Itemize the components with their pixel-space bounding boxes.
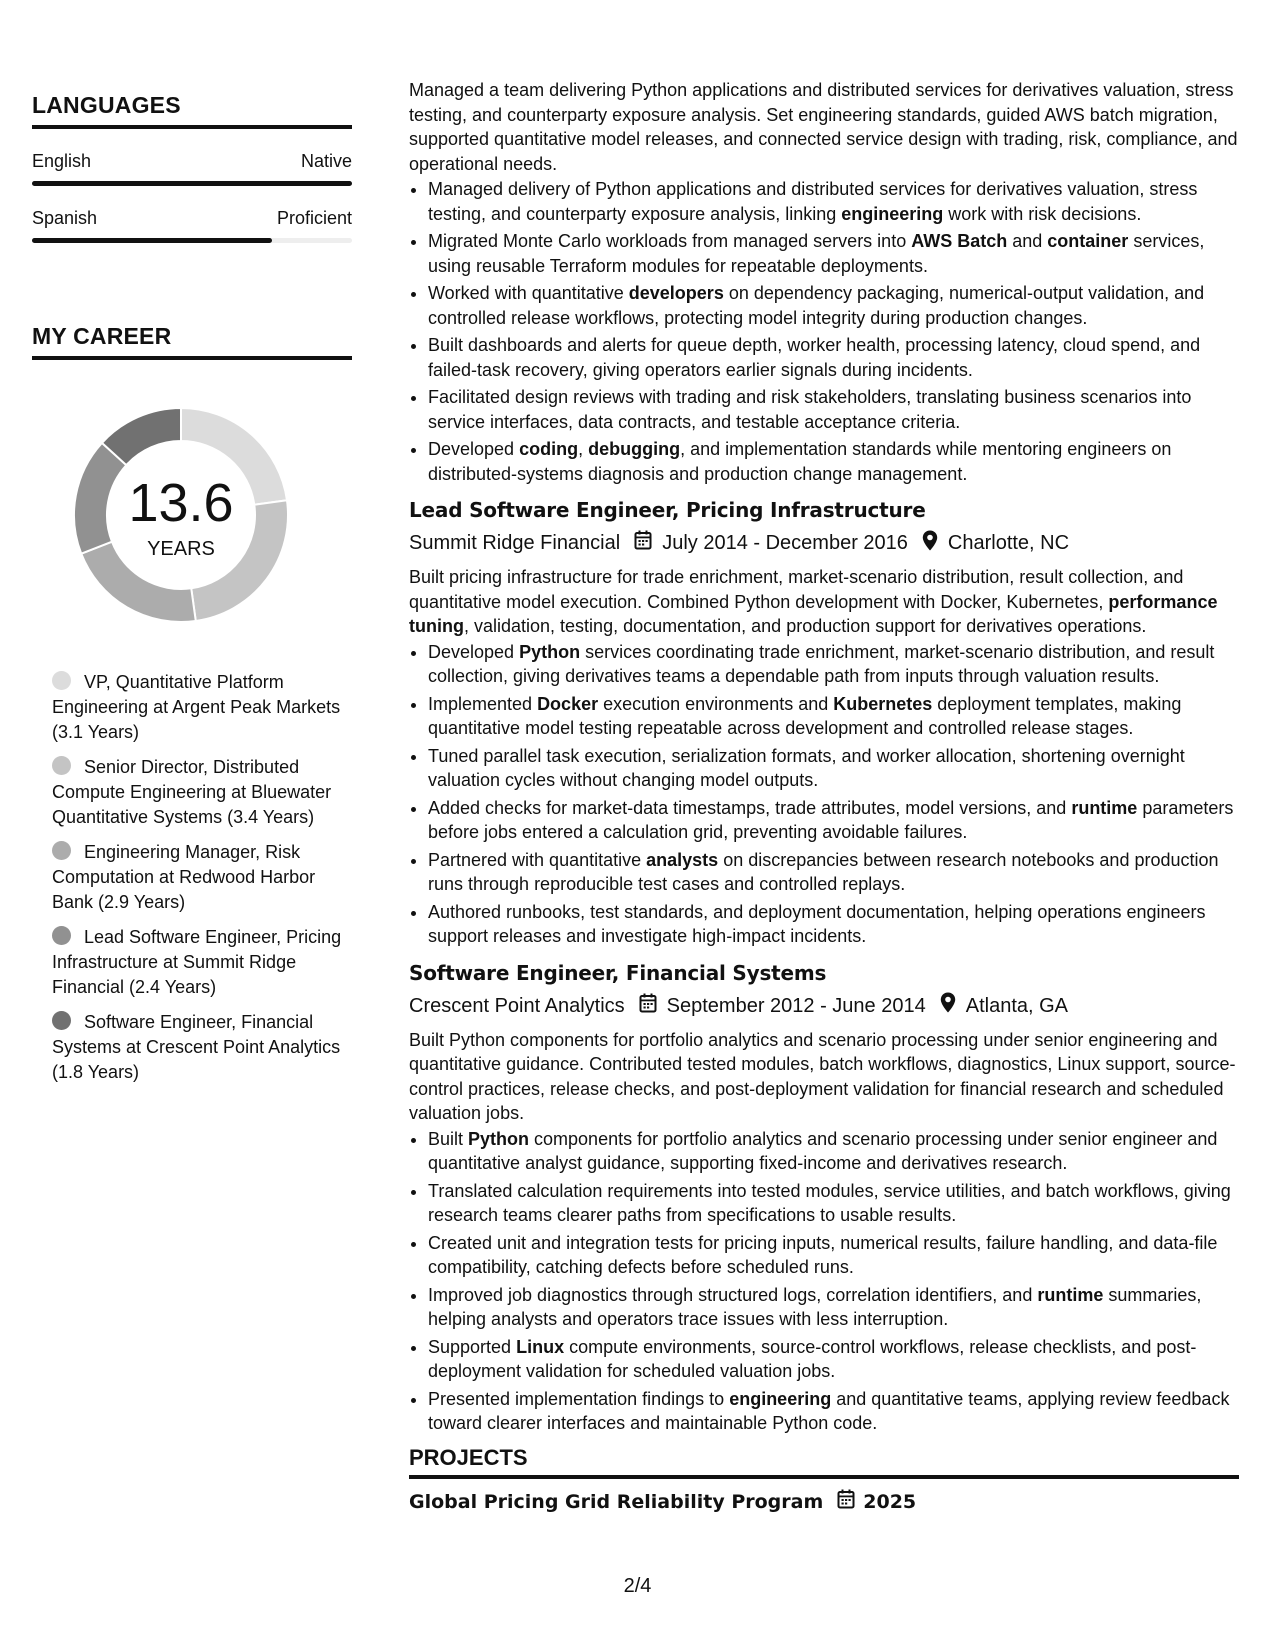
languages-heading: LANGUAGES xyxy=(32,92,352,129)
keyword: engineering xyxy=(729,1388,832,1409)
keyword: Docker xyxy=(537,693,599,714)
keyword: Kubernetes xyxy=(833,693,933,714)
language-item xyxy=(32,208,352,243)
bullet-item: • Built dashboards and alerts for queue depth, worker health, processing latency, cloud spend, and failed-task recovery, giving operators earlier signals during incidents. xyxy=(428,333,1239,382)
job-summary: Built Python components for portfolio analytics and scenario processing under senior engineering and quantitative guidance. Contributed tested modules, batch workflows, diagnostics, Linux support, source-control practices, release checks, and post-deployment validation for financial research and scheduled valuation jobs. xyxy=(409,1029,1236,1123)
legend-dot xyxy=(52,926,71,945)
bullet-item: • Facilitated design reviews with trading and risk stakeholders, translating business scenarios into service interfaces, data contracts, and testable acceptance criteria. xyxy=(428,385,1239,434)
job-bullets xyxy=(409,1127,1239,1436)
bullet-item: • Tuned parallel task execution, serialization formats, and worker allocation, shortening overnight valuation cycles without changing model outputs. xyxy=(428,744,1239,793)
career-legend-item xyxy=(52,1010,352,1085)
calendar-icon xyxy=(639,993,657,1020)
bullet-item: • Partnered with quantitative analysts on discrepancies between research notebooks and production runs through reproducible test cases and controlled replays. xyxy=(428,848,1239,897)
bullet-item: • Authored runbooks, test standards, and deployment documentation, helping operations engineers support releases and investigate high-impact incidents. xyxy=(428,900,1239,949)
bullet-item: • Developed coding, debugging, and implementation standards while mentoring engineers on distributed-systems diagnosis and production change management. xyxy=(428,437,1239,486)
language-item xyxy=(32,151,352,186)
language-name: English xyxy=(32,151,92,171)
job-location: Charlotte, NC xyxy=(947,532,1070,554)
map-pin-icon xyxy=(940,992,956,1020)
projects-heading: PROJECTS xyxy=(409,1446,1239,1480)
keyword: container xyxy=(1047,231,1129,251)
language-level: Native xyxy=(300,151,352,171)
legend-dot xyxy=(52,841,71,860)
legend-dot xyxy=(52,671,71,690)
role-summary: Managed a team delivering Python applications and distributed services for derivatives valuation, stress testing, and counterparty exposure analysis. Set engineering standards, guided AWS batch migration, supported quantitative model releases, and connected service design with trading, risk, compliance, and operational needs. xyxy=(409,80,1238,174)
career-legend-item xyxy=(52,925,352,1000)
job-entry xyxy=(409,961,1239,1436)
map-pin-icon xyxy=(922,530,938,558)
bullet-item: • Improved job diagnostics through structured logs, correlation identifiers, and runtime summaries, helping analysts and operators trace issues with less interruption. xyxy=(428,1283,1239,1332)
legend-label: Engineering Manager, Risk Computation at Redwood Harbor Bank (2.9 Years) xyxy=(52,842,316,912)
job-meta xyxy=(409,530,1239,558)
bullet-item: • Added checks for market-data timestamps, trade attributes, model versions, and runtime parameters before jobs entered a calculation grid, preventing avoidable failures. xyxy=(428,796,1239,845)
bullet-item: • Managed delivery of Python applications and distributed services for derivatives valuation, stress testing, and counterparty exposure analysis, linking engineering work with risk decisions. xyxy=(428,177,1239,226)
job-summary: Built pricing infrastructure for trade enrichment, market-scenario distribution, result collection, and quantitative model execution. Combined Python development with Docker, Kubernetes, performance tuning, validation, testing, documentation, and production support for derivatives operations. xyxy=(409,567,1218,636)
bullet-item: • Created unit and integration tests for pricing inputs, numerical results, failure handling, and data-file compatibility, catching defects before scheduled runs. xyxy=(428,1231,1239,1280)
job-bullets xyxy=(409,640,1239,949)
legend-label: Lead Software Engineer, Pricing Infrastructure at Summit Ridge Financial (2.4 Years) xyxy=(52,927,342,997)
company-name: Crescent Point Analytics xyxy=(409,994,625,1017)
bullet-item: • Supported Linux compute environments, source-control workflows, release checklists, and post-deployment validation for scheduled valuation jobs. xyxy=(428,1335,1239,1384)
career-legend xyxy=(32,670,352,1085)
job-dates: July 2014 - December 2016 xyxy=(662,532,908,554)
keyword: performance tuning xyxy=(409,591,1218,636)
keyword: runtime xyxy=(1071,797,1138,818)
keyword: Linux xyxy=(516,1336,565,1357)
bullet-item: • Developed Python services coordinating trade enrichment, market-scenario distribution, and result collection, giving derivatives teams a dependable path from inputs through valuation results. xyxy=(428,640,1239,689)
career-donut-chart xyxy=(66,400,296,630)
legend-dot xyxy=(52,1011,71,1030)
language-level: Proficient xyxy=(276,208,352,228)
career-legend-item xyxy=(52,670,352,745)
keyword: Python xyxy=(468,1128,530,1149)
legend-dot xyxy=(52,756,71,775)
keyword: coding xyxy=(519,439,579,459)
company-name: Summit Ridge Financial xyxy=(409,532,621,554)
keyword: Python xyxy=(519,641,581,662)
career-legend-item xyxy=(52,840,352,915)
page-number xyxy=(0,1575,1275,1598)
keyword: engineering xyxy=(841,203,944,224)
calendar-icon xyxy=(837,1489,855,1516)
job-entry xyxy=(409,498,1239,949)
legend-label: Software Engineer, Financial Systems at Crescent Point Analytics (1.8 Years) xyxy=(52,1012,341,1082)
bullet-item: • Built Python components for portfolio analytics and scenario processing under senior engineer and quantitative analyst guidance, supporting fixed-income and derivatives research. xyxy=(428,1127,1239,1176)
job-title: Software Engineer, Financial Systems xyxy=(409,960,827,985)
keyword: debugging xyxy=(588,439,681,459)
bullet-item: • Translated calculation requirements into tested modules, service utilities, and batch workflows, giving research teams clearer paths from specifications to usable results. xyxy=(428,1179,1239,1228)
job-meta xyxy=(409,992,1239,1020)
bullet-item: • Presented implementation findings to engineering and quantitative teams, applying review feedback toward clearer interfaces and maintainable Python code. xyxy=(428,1387,1239,1436)
career-total-unit: YEARS xyxy=(147,538,215,560)
calendar-icon xyxy=(634,530,652,557)
project-item xyxy=(409,1489,1239,1516)
job-dates: September 2012 - June 2014 xyxy=(666,994,926,1017)
career-total-years: 13.6 xyxy=(128,473,234,533)
career-legend-item xyxy=(52,755,352,830)
language-level-bar xyxy=(32,238,352,243)
sidebar xyxy=(32,92,352,1095)
language-level-bar xyxy=(32,181,352,186)
page-number-text: 2/4 xyxy=(623,1575,652,1597)
bullet-item: • Migrated Monte Carlo workloads from managed servers into AWS Batch and container services, using reusable Terraform modules for repeatable deployments. xyxy=(428,229,1239,278)
keyword: analysts xyxy=(646,849,719,870)
legend-label: VP, Quantitative Platform Engineering at Argent Peak Markets (3.1 Years) xyxy=(52,672,341,742)
keyword: AWS Batch xyxy=(911,231,1008,251)
role-bullets xyxy=(409,177,1239,486)
main-content xyxy=(409,78,1239,1516)
project-year: 2025 xyxy=(863,1491,917,1513)
legend-label: Senior Director, Distributed Compute Engineering at Bluewater Quantitative Systems (3.4 Years) xyxy=(52,757,332,827)
language-name: Spanish xyxy=(32,208,98,228)
job-title: Lead Software Engineer, Pricing Infrastructure xyxy=(409,498,926,522)
experience-list xyxy=(409,498,1239,1436)
bullet-item: • Worked with quantitative developers on dependency packaging, numerical-output validation, and controlled release workflows, protecting model integrity during production changes. xyxy=(428,281,1239,330)
project-name: Global Pricing Grid Reliability Program xyxy=(409,1491,824,1513)
career-heading: MY CAREER xyxy=(32,323,352,360)
job-location: Atlanta, GA xyxy=(965,994,1069,1017)
keyword: developers xyxy=(628,283,724,303)
keyword: runtime xyxy=(1037,1284,1104,1305)
bullet-item: • Implemented Docker execution environments and Kubernetes deployment templates, making quantitative model testing repeatable across development and controlled release stages. xyxy=(428,692,1239,741)
